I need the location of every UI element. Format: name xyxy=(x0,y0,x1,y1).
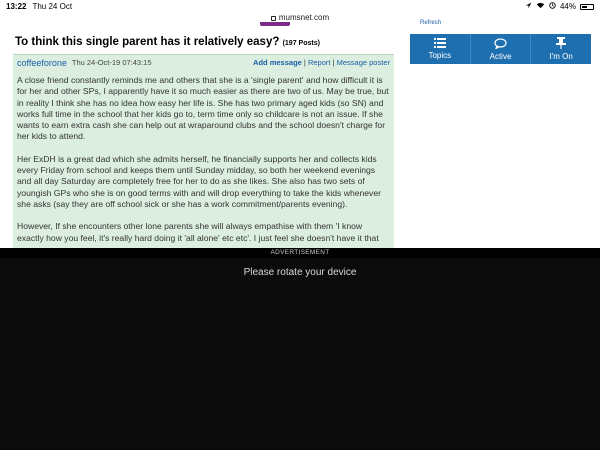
battery-percent: 44% xyxy=(559,2,576,11)
status-time: 13:22 xyxy=(6,2,27,11)
list-icon xyxy=(434,38,446,48)
refresh-link[interactable] xyxy=(420,20,441,26)
separator: | xyxy=(332,58,337,67)
address-bar[interactable] xyxy=(0,11,600,23)
post-author[interactable]: coffeeforone xyxy=(17,57,67,68)
post-paragraph: However, If she encounters other lone parents she will always empathise with them 'I know exactly how you feel, it's really hard doing it 'all alone' etc etc'. I just feel she doesn't have it that xyxy=(17,221,379,243)
post-paragraph: Her ExDH is a great dad which she admits herself, he financially supports her and collects kids every Friday from school and keeps them until Sunday midday, so both her weekend evenings and all day Saturday are completely free for her to do as she likes. She also has two sets of youngish GPs who she is on good terms with and will drop everything to take the kids whenever she asks (say they are off school sick or she has a work commitment/parents evening). xyxy=(17,153,381,209)
post-body xyxy=(13,70,394,244)
thread-title xyxy=(15,36,400,48)
post-paragraph: A close friend constantly reminds me and others that she is a 'single parent' and how difficult it is for her and other SPs, I apparently have it so much easier as there are two of us. May be true, but in reality I think she has no idea how easy her life is. She has two primary aged kids (so SN) and works full time in the school that her kids go to, term time only so childcare is not an issue. If she wants to earn extra cash she can help out at wraparound clubs and the school doesn't charge for her kids to attend. xyxy=(17,75,389,142)
lock-icon xyxy=(271,16,276,21)
wifi-icon xyxy=(536,2,545,11)
nav-im-on-label: I'm On xyxy=(549,52,573,61)
nav-topics[interactable] xyxy=(410,34,470,64)
report-link[interactable]: Report xyxy=(307,58,331,67)
alarm-icon xyxy=(549,2,556,11)
post-count: (197 Posts) xyxy=(282,40,320,47)
nav-active[interactable] xyxy=(470,34,531,64)
status-right xyxy=(525,2,594,11)
advertisement-label: ADVERTISEMENT xyxy=(0,248,600,258)
post xyxy=(13,54,394,250)
separator: | xyxy=(303,58,308,67)
thread-title-text: To think this single parent has it relatively easy? xyxy=(15,36,280,48)
message-poster-link[interactable]: Message poster xyxy=(336,58,390,67)
post-timestamp: Thu 24-Oct-19 07:43:15 xyxy=(71,58,152,67)
refresh-label: Refresh xyxy=(420,20,442,26)
location-icon xyxy=(525,2,532,11)
pin-icon xyxy=(556,37,566,49)
rotate-overlay xyxy=(0,248,600,450)
url-text: mumsnet.com xyxy=(278,12,330,22)
status-date: Thu 24 Oct xyxy=(32,2,73,11)
nav-active-label: Active xyxy=(489,51,512,61)
post-header xyxy=(13,55,394,70)
speech-bubble-icon xyxy=(494,38,507,49)
nav-topics-label: Topics xyxy=(428,51,452,60)
add-message-link[interactable]: Add message xyxy=(253,58,302,67)
rotate-message: Please rotate your device xyxy=(243,267,357,278)
nav-im-on[interactable] xyxy=(530,34,591,64)
header-edge xyxy=(260,22,290,26)
post-actions xyxy=(253,58,390,67)
battery-icon xyxy=(580,4,594,10)
sidebar-nav xyxy=(410,34,591,64)
